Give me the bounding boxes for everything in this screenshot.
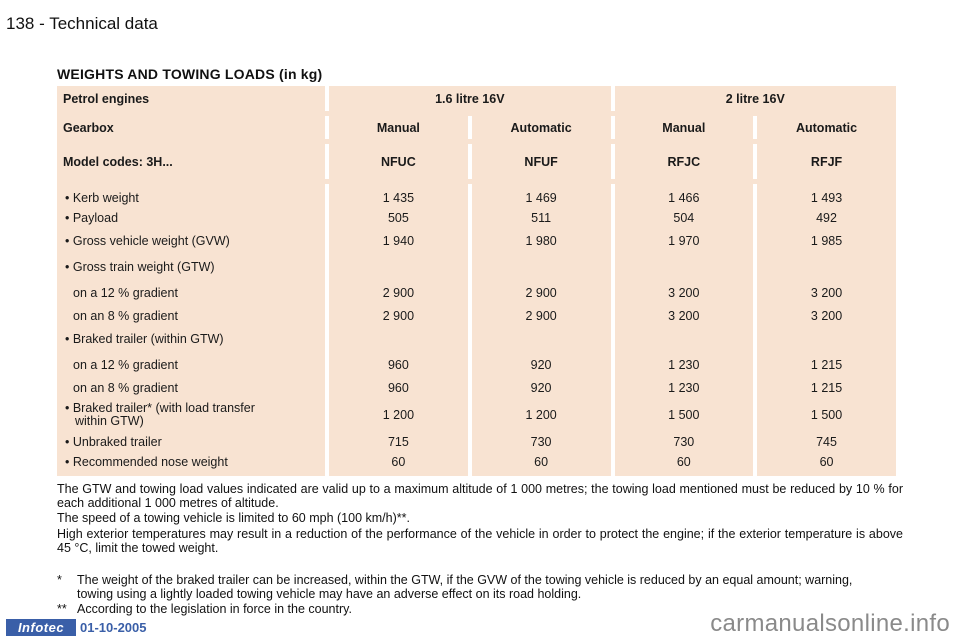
row-label: • Unbraked trailer <box>57 432 325 452</box>
row-value: 920 <box>472 378 611 398</box>
row-value: 1 980 <box>472 228 611 254</box>
row-value: 60 <box>472 452 611 476</box>
row-value: 3 200 <box>615 280 754 306</box>
gearbox-col-4: Automatic <box>757 116 896 139</box>
row-value: 492 <box>757 208 896 228</box>
model-codes-label: Model codes: 3H... <box>57 144 325 179</box>
row-value: 505 <box>329 208 468 228</box>
footnote-mark: ** <box>57 602 67 616</box>
table-row <box>57 432 896 452</box>
row-value: 60 <box>329 452 468 476</box>
row-label-line-2: within GTW) <box>75 414 144 428</box>
petrol-engines-label: Petrol engines <box>57 86 325 111</box>
row-value <box>329 326 468 352</box>
row-value: 511 <box>472 208 611 228</box>
table-row <box>57 228 896 254</box>
temperature-note: High exterior temperatures may result in a reduction of the performance of the vehicle in order to protect the engine; if the exterior temperature is above 45 °C, limit the towed weight. <box>57 527 903 555</box>
model-code-1: NFUC <box>329 144 468 179</box>
engine-1-6-header: 1.6 litre 16V <box>329 86 610 111</box>
row-value: 1 200 <box>472 398 611 432</box>
row-value: 1 985 <box>757 228 896 254</box>
page-separator: - <box>39 14 45 33</box>
row-value: 3 200 <box>757 280 896 306</box>
row-value: 1 230 <box>615 378 754 398</box>
row-label: • Gross vehicle weight (GVW) <box>57 228 325 254</box>
gearbox-row <box>57 116 896 139</box>
row-value: 715 <box>329 432 468 452</box>
table-row <box>57 398 896 432</box>
page-section: Technical data <box>49 14 158 33</box>
model-code-4: RFJF <box>757 144 896 179</box>
row-label: on a 12 % gradient <box>57 280 325 306</box>
row-value: 2 900 <box>329 280 468 306</box>
model-codes-row <box>57 144 896 179</box>
engine-2-0-header: 2 litre 16V <box>615 86 896 111</box>
table-row <box>57 254 896 280</box>
row-value <box>329 254 468 280</box>
row-value <box>472 326 611 352</box>
row-label: on a 12 % gradient <box>57 352 325 378</box>
model-code-2: NFUF <box>472 144 611 179</box>
table-row <box>57 184 896 208</box>
gearbox-col-3: Manual <box>615 116 754 139</box>
row-value: 960 <box>329 378 468 398</box>
row-value: 1 940 <box>329 228 468 254</box>
row-value: 1 215 <box>757 352 896 378</box>
row-label: • Gross train weight (GTW) <box>57 254 325 280</box>
gtw-note: The GTW and towing load values indicated are valid up to a maximum altitude of 1 000 metres; the towing load mentioned must be reduced by 10 % for each additional 1 000 metres of altitude. <box>57 482 903 510</box>
row-label: on an 8 % gradient <box>57 378 325 398</box>
row-value: 1 435 <box>329 184 468 208</box>
row-label: • Payload <box>57 208 325 228</box>
row-value: 745 <box>757 432 896 452</box>
row-value: 1 466 <box>615 184 754 208</box>
row-label: • Braked trailer (within GTW) <box>57 326 325 352</box>
row-value: 60 <box>615 452 754 476</box>
row-value: 60 <box>757 452 896 476</box>
speed-note: The speed of a towing vehicle is limited to 60 mph (100 km/h)**. <box>57 511 410 525</box>
infotec-logo: Infotec <box>6 619 76 636</box>
row-value: 1 493 <box>757 184 896 208</box>
row-value <box>615 254 754 280</box>
row-value: 1 200 <box>329 398 468 432</box>
row-value <box>757 254 896 280</box>
page-number: 138 <box>6 14 35 33</box>
section-title: WEIGHTS AND TOWING LOADS (in kg) <box>57 66 323 82</box>
gearbox-col-1: Manual <box>329 116 468 139</box>
row-value: 1 469 <box>472 184 611 208</box>
row-value: 960 <box>329 352 468 378</box>
row-value <box>472 254 611 280</box>
table-row <box>57 378 896 398</box>
gearbox-label: Gearbox <box>57 116 325 139</box>
table-row <box>57 306 896 326</box>
row-value <box>757 326 896 352</box>
row-value: 1 500 <box>757 398 896 432</box>
row-label: • Kerb weight <box>57 184 325 208</box>
row-value <box>615 326 754 352</box>
row-value: 2 900 <box>472 280 611 306</box>
table-row <box>57 452 896 476</box>
row-value: 3 200 <box>615 306 754 326</box>
petrol-engines-row <box>57 86 896 111</box>
model-code-3: RFJC <box>615 144 754 179</box>
row-label: • Recommended nose weight <box>57 452 325 476</box>
row-value: 504 <box>615 208 754 228</box>
row-value: 1 970 <box>615 228 754 254</box>
row-label-line-1: • Braked trailer* (with load transfer <box>65 401 255 415</box>
table-row <box>57 352 896 378</box>
row-label <box>57 398 325 432</box>
table-row <box>57 208 896 228</box>
footnote-braked-trailer <box>57 573 903 601</box>
row-value: 3 200 <box>757 306 896 326</box>
table-row <box>57 326 896 352</box>
row-value: 730 <box>615 432 754 452</box>
table-row <box>57 280 896 306</box>
footnote-text: The weight of the braked trailer can be increased, within the GTW, if the GVW of the towing vehicle is reduced by an equal amount; warning, towing using a lightly loaded towing vehicle may have an adverse effect on its road holding. <box>77 573 853 601</box>
row-label: on an 8 % gradient <box>57 306 325 326</box>
footnote-text: According to the legislation in force in the country. <box>77 602 352 616</box>
row-value: 1 230 <box>615 352 754 378</box>
footnote-mark: * <box>57 573 62 587</box>
row-value: 920 <box>472 352 611 378</box>
row-value: 2 900 <box>472 306 611 326</box>
row-value: 2 900 <box>329 306 468 326</box>
weights-table <box>53 86 900 476</box>
row-value: 1 215 <box>757 378 896 398</box>
row-value: 730 <box>472 432 611 452</box>
watermark: carmanualsonline.info <box>710 610 950 637</box>
row-value: 1 500 <box>615 398 754 432</box>
gearbox-col-2: Automatic <box>472 116 611 139</box>
page-header <box>6 14 158 34</box>
footer-date: 01-10-2005 <box>80 620 147 635</box>
